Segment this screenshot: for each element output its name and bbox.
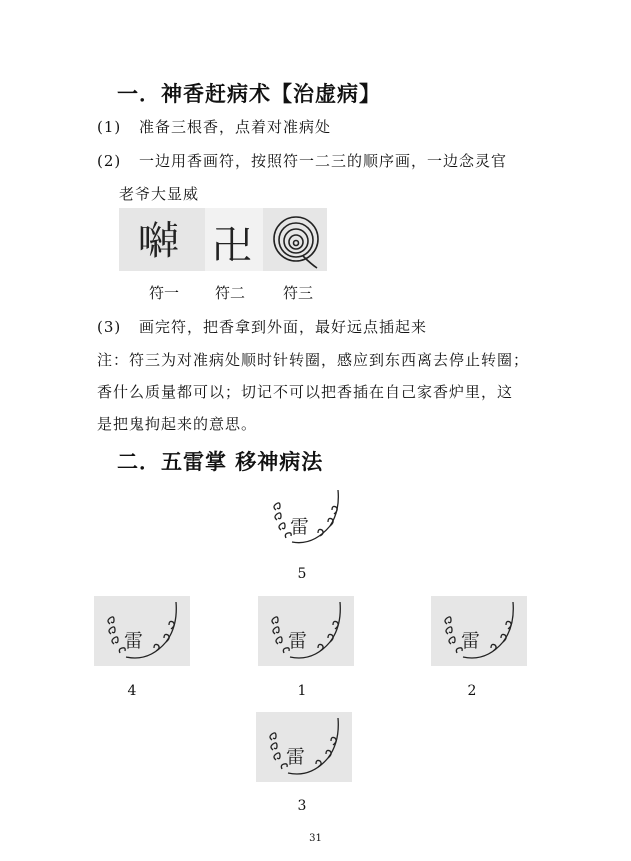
talisman-two-figure — [205, 208, 263, 271]
swastika-glyph: 卍 — [212, 223, 252, 269]
spiral-glyph — [263, 208, 327, 271]
page-number: 31 — [309, 833, 322, 844]
talisman-two-caption: 符二 — [214, 284, 245, 302]
step-3-text: 画完符，把香拿到外面，最好远点插起来 — [139, 318, 428, 336]
palm-figure-3 — [256, 712, 352, 782]
step-1 — [97, 116, 331, 137]
talisman-one-caption: 符一 — [148, 284, 179, 302]
palm-label-3: 3 — [297, 798, 307, 814]
step-3 — [97, 316, 427, 337]
step-2-continuation: 老爷大显威 — [119, 185, 200, 203]
palm-figure-1 — [258, 596, 354, 666]
step-2 — [97, 150, 507, 171]
note-line-3: 是把鬼拘起来的意思。 — [97, 415, 258, 433]
talisman-three-caption: 符三 — [282, 284, 313, 302]
step-1-number: (1) — [97, 118, 122, 136]
section2-title: 二．五雷掌 移神病法 — [117, 450, 324, 474]
step-3-number: (3) — [97, 318, 122, 336]
lei-glyph: 雷 — [461, 630, 481, 652]
lei-glyph: 雷 — [124, 630, 144, 652]
talisman-one-figure — [119, 208, 205, 271]
note-line-2: 香什么质量都可以；切记不可以把香插在自己家香炉里，这 — [97, 383, 514, 401]
palm-figure-4 — [94, 596, 190, 666]
step-2-number: (2) — [97, 152, 122, 170]
palm-label-1: 1 — [297, 683, 307, 699]
palm-label-4: 4 — [127, 683, 137, 699]
talisman-one-glyph: 𡁇 — [139, 219, 179, 265]
step-2-text: 一边用香画符，按照符一二三的顺序画，一边念灵官 — [139, 152, 508, 170]
palm-figure-2 — [431, 596, 527, 666]
step-1-text: 准备三根香，点着对准病处 — [139, 118, 332, 136]
note-line-1: 注：符三为对准病处顺时针转圈，感应到东西离去停止转圈； — [97, 351, 530, 369]
lei-glyph: 雷 — [286, 746, 306, 768]
lei-glyph: 雷 — [290, 516, 310, 538]
palm-label-2: 2 — [467, 683, 477, 699]
palm-figure-5 — [268, 486, 344, 546]
palm-label-5: 5 — [297, 566, 307, 582]
talisman-three-figure — [263, 208, 327, 271]
section1-title: 一．神香赶病术【治虚病】 — [117, 82, 381, 106]
lei-glyph: 雷 — [288, 630, 308, 652]
